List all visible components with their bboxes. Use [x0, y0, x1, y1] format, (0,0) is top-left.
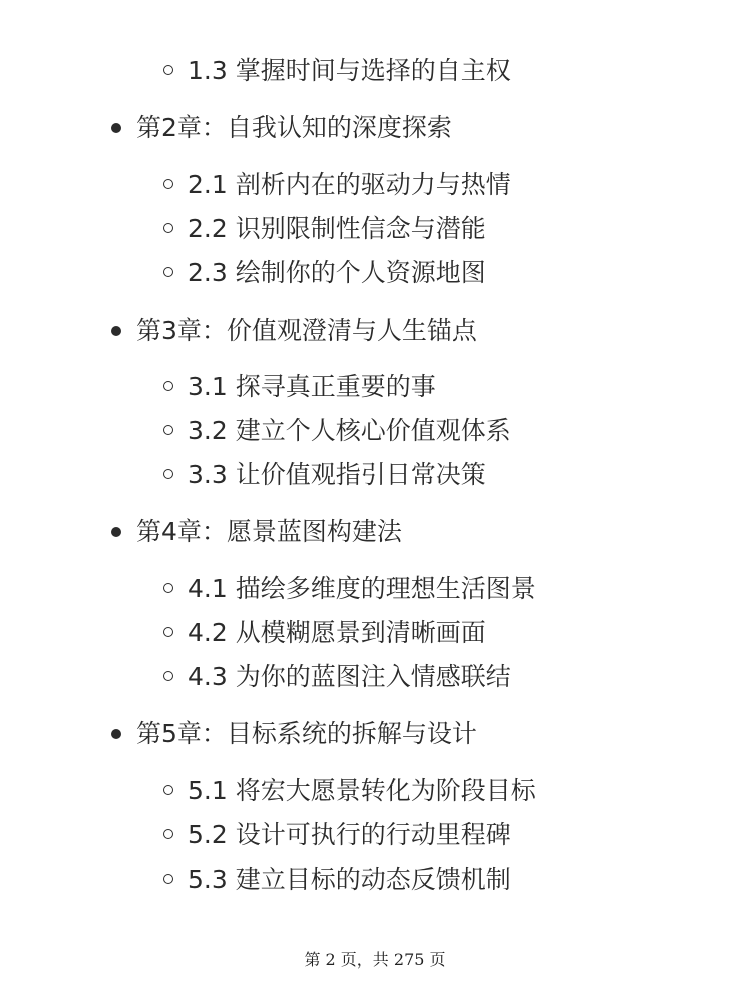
- toc-section-1-3: [188, 55, 511, 87]
- circle-bullet-icon: [163, 829, 173, 839]
- toc-item-text: 第5章：目标系统的拆解与设计: [136, 719, 477, 748]
- circle-bullet-icon: [163, 65, 173, 75]
- toc-chapter-2: [136, 112, 452, 144]
- toc-section-3-1: [188, 371, 436, 403]
- toc-item-text: 第3章：价值观澄清与人生锚点: [136, 316, 477, 345]
- toc-section-2-1: [188, 169, 511, 201]
- toc-chapter-5: [136, 718, 477, 750]
- toc-item-text: 第2章：自我认知的深度探索: [136, 113, 452, 142]
- circle-bullet-icon: [163, 583, 173, 593]
- toc-chapter-4: [136, 516, 402, 548]
- toc-item-text: 5.1 将宏大愿景转化为阶段目标: [188, 776, 536, 805]
- toc-item-text: 4.2 从模糊愿景到清晰画面: [188, 618, 486, 647]
- toc-section-2-3: [188, 257, 486, 289]
- filled-bullet-icon: [111, 729, 121, 739]
- circle-bullet-icon: [163, 785, 173, 795]
- toc-section-3-3: [188, 459, 486, 491]
- toc-chapter-3: [136, 315, 477, 347]
- toc-section-4-3: [188, 661, 511, 693]
- toc-item-text: 第4章：愿景蓝图构建法: [136, 517, 402, 546]
- circle-bullet-icon: [163, 267, 173, 277]
- toc-item-text: 2.1 剖析内在的驱动力与热情: [188, 170, 511, 199]
- circle-bullet-icon: [163, 469, 173, 479]
- circle-bullet-icon: [163, 223, 173, 233]
- toc-section-5-3: [188, 864, 511, 896]
- toc-section-4-1: [188, 573, 536, 605]
- circle-bullet-icon: [163, 627, 173, 637]
- toc-item-text: 4.3 为你的蓝图注入情感联结: [188, 662, 511, 691]
- toc-section-5-2: [188, 819, 511, 851]
- toc-item-text: 4.1 描绘多维度的理想生活图景: [188, 574, 536, 603]
- filled-bullet-icon: [111, 123, 121, 133]
- toc-section-5-1: [188, 775, 536, 807]
- toc-item-text: 5.2 设计可执行的行动里程碑: [188, 820, 511, 849]
- toc-section-2-2: [188, 213, 486, 245]
- toc-section-3-2: [188, 415, 511, 447]
- toc-item-text: 5.3 建立目标的动态反馈机制: [188, 865, 511, 894]
- toc-item-text: 1.3 掌握时间与选择的自主权: [188, 56, 511, 85]
- circle-bullet-icon: [163, 671, 173, 681]
- circle-bullet-icon: [163, 179, 173, 189]
- toc-item-text: 2.3 绘制你的个人资源地图: [188, 258, 486, 287]
- circle-bullet-icon: [163, 874, 173, 884]
- toc-item-text: 2.2 识别限制性信念与潜能: [188, 214, 486, 243]
- page-number-footer: 第 2 页，共 275 页: [304, 950, 446, 969]
- toc-item-text: 3.2 建立个人核心价值观体系: [188, 416, 511, 445]
- circle-bullet-icon: [163, 425, 173, 435]
- circle-bullet-icon: [163, 381, 173, 391]
- filled-bullet-icon: [111, 527, 121, 537]
- toc-section-4-2: [188, 617, 486, 649]
- filled-bullet-icon: [111, 326, 121, 336]
- toc-item-text: 3.3 让价值观指引日常决策: [188, 460, 486, 489]
- toc-item-text: 3.1 探寻真正重要的事: [188, 372, 436, 401]
